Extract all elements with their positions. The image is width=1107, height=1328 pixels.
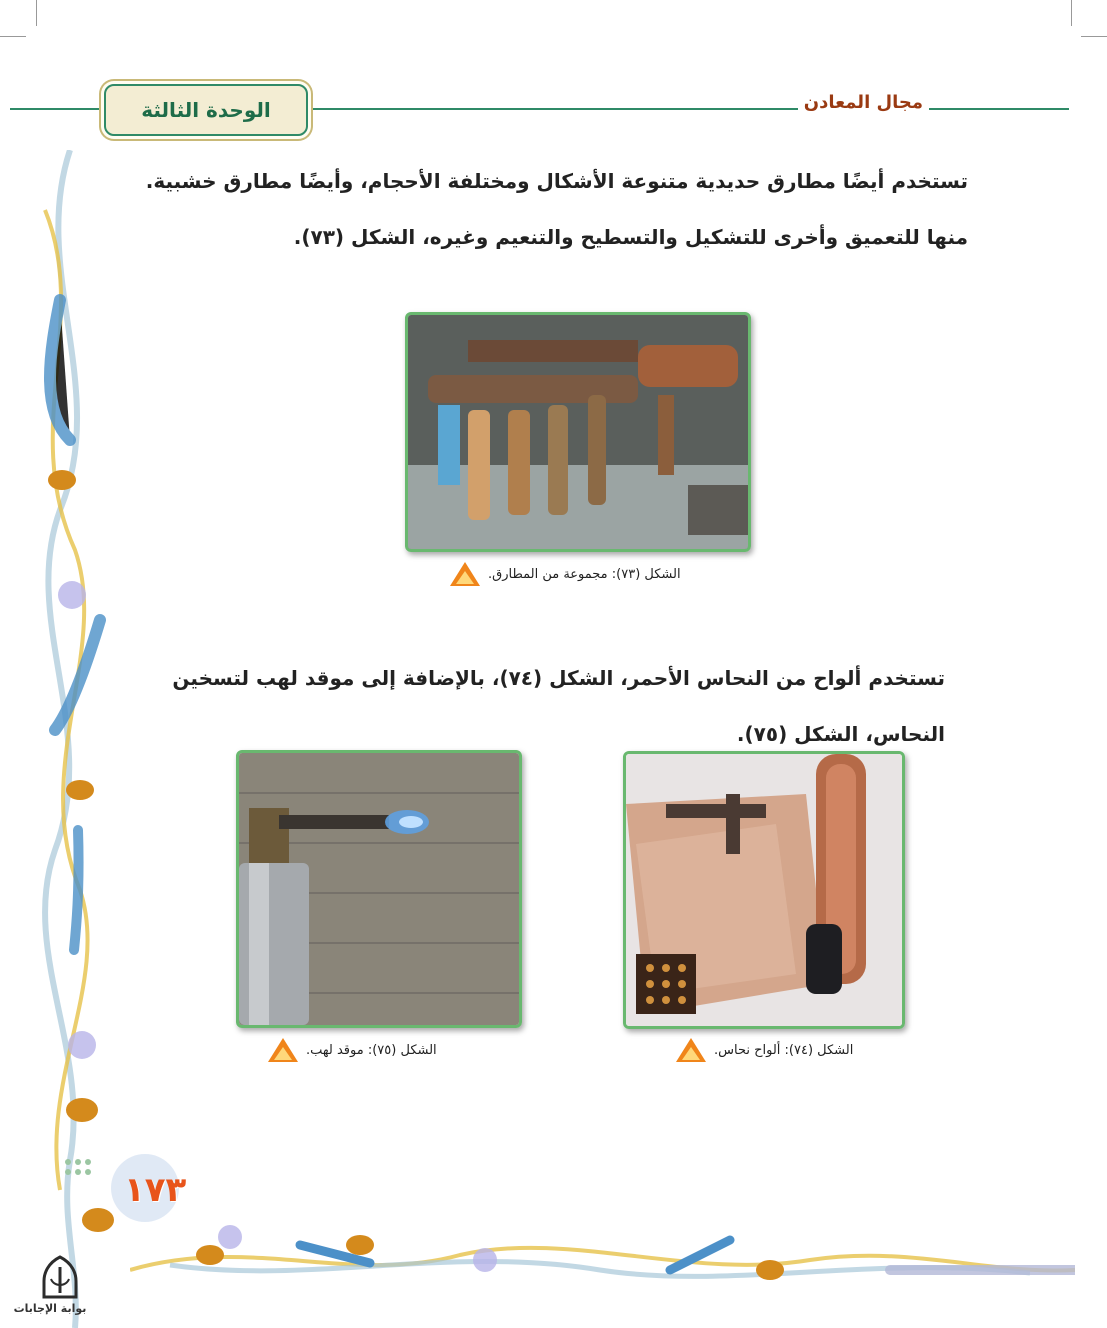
caption-fig74-text: الشكل (٧٤): ألواح نحاس. — [714, 1042, 854, 1058]
figure-hammers-photo — [405, 312, 751, 552]
warning-triangle-icon — [268, 1038, 298, 1062]
unit-label: الوحدة الثالثة — [141, 98, 271, 122]
warning-triangle-icon — [450, 562, 480, 586]
field-title: مجال المعادن — [798, 92, 929, 113]
brand-logo-icon — [40, 1255, 80, 1299]
crop-mark — [0, 36, 26, 37]
warning-triangle-icon — [676, 1038, 706, 1062]
figure-blowtorch-photo — [236, 750, 522, 1028]
caption-fig73 — [450, 562, 681, 586]
brand-name: بوابة الإجابات — [13, 1302, 87, 1315]
page-number: ١٧٣ — [124, 1170, 187, 1210]
decorative-border-bottom — [130, 1225, 1075, 1295]
caption-fig75 — [268, 1038, 437, 1062]
unit-badge — [104, 84, 308, 136]
caption-fig75-text: الشكل (٧٥): موقد لهب. — [306, 1042, 437, 1058]
crop-mark — [1081, 36, 1107, 37]
figure-copper-sheets-photo — [623, 751, 905, 1029]
paragraph-copper: تستخدم ألواح من النحاس الأحمر، الشكل (٧٤)، بالإضافة إلى موقد لهب لتسخين النحاس، الشكل (٧٥). — [172, 666, 945, 746]
caption-fig74 — [676, 1038, 853, 1062]
caption-fig73-text: الشكل (٧٣): مجموعة من المطارق. — [488, 566, 681, 582]
crop-mark — [36, 0, 37, 26]
crop-mark — [1071, 0, 1072, 26]
paragraph-hammers: تستخدم أيضًا مطارق حديدية متنوعة الأشكال ومختلفة الأحجام، وأيضًا مطارق خشبية. منها للتعميق وأخرى للتشكيل والتسطيح والتنعيم وغيره، الشكل (٧٣). — [145, 169, 968, 249]
